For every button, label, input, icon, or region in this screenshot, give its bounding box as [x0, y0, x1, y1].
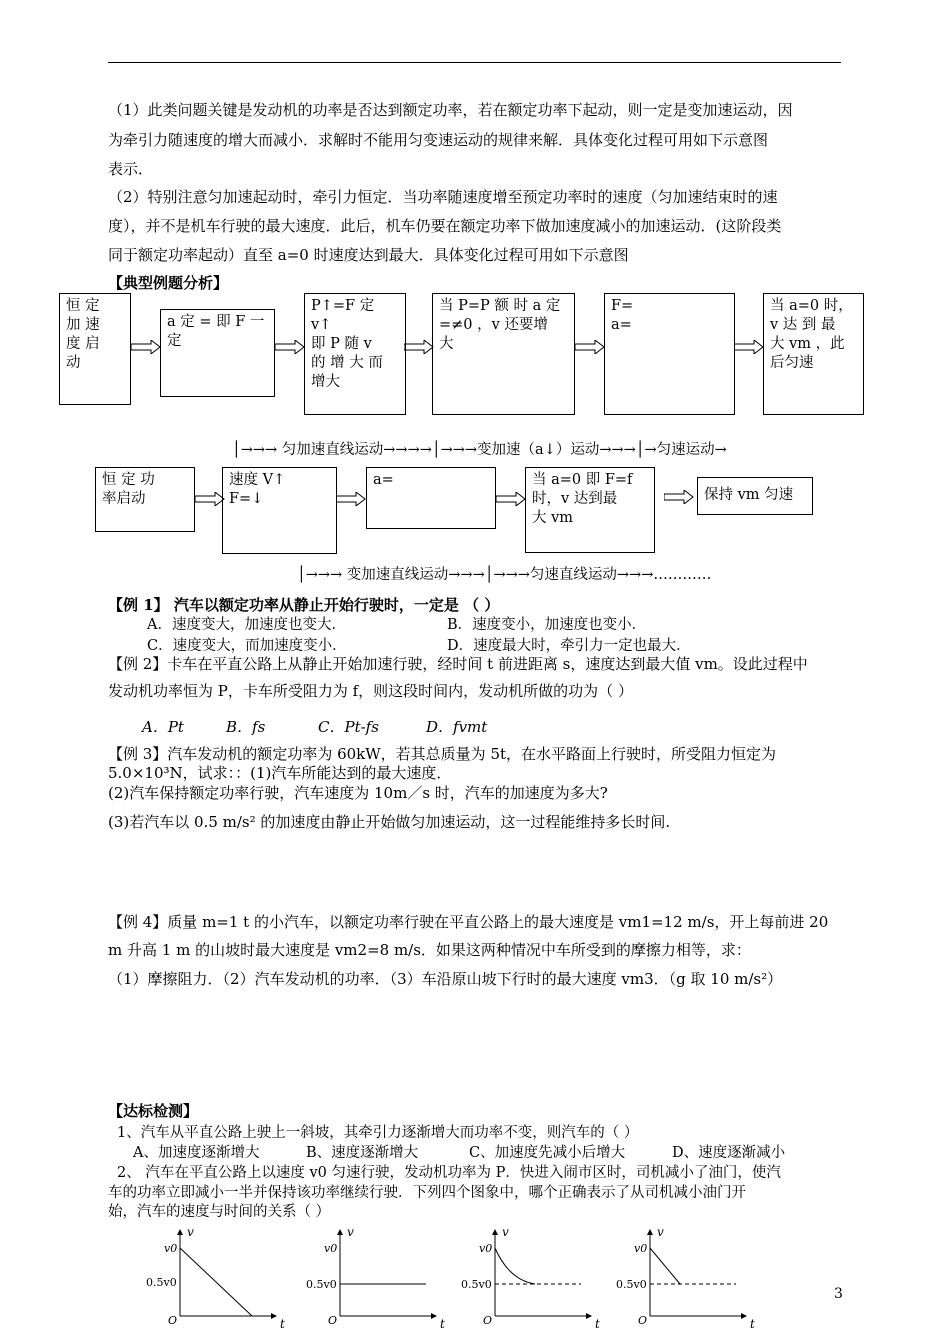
intro-p1-line1: （1）此类问题关键是发动机的功率是否达到额定功率，若在额定功率下起动，则一定是变加速运动，因	[108, 101, 793, 119]
question1-option-a: A、加速度逐渐增大	[133, 1145, 260, 1161]
graph-a-origin-label: O	[168, 1314, 178, 1327]
graph-a-half-label: 0.5v0	[146, 1276, 177, 1289]
example1-option-c: C．速度变大，而加速度变小．	[147, 638, 347, 654]
section-title-examples: 【典型例题分析】	[108, 274, 229, 292]
section-title-check: 【达标检测】	[108, 1102, 199, 1120]
flow2-box-speed-increase: 速度 V↑ F=↓	[222, 467, 337, 554]
question1-option-d: D、速度逐渐减小	[672, 1145, 786, 1161]
flow1-arrow-5	[734, 340, 764, 354]
graph-b-half-label: 0.5v0	[306, 1278, 337, 1291]
header-rule	[108, 62, 841, 63]
intro-p1-line3: 表示．	[108, 160, 154, 178]
example4-line2: m 升高 1 m 的山坡时最大速度是 vm2=8 m/s．如果这两种情况中车所受到的摩擦力相等，求：	[108, 941, 751, 959]
graph-d-v-label: v	[657, 1226, 664, 1239]
question1-option-b: B、速度逐渐增大	[306, 1145, 419, 1161]
example1-stem: 【例 1】 汽车以额定功率从静止开始行驶时，一定是 （ ）	[108, 596, 500, 614]
graph-c-half-label: 0.5v0	[461, 1278, 492, 1291]
flow2-box-accel: a=	[366, 467, 496, 529]
graph-a	[140, 1226, 290, 1338]
example1-option-b: B．速度变小，加速度也变小．	[447, 617, 647, 633]
flow1-box-max-speed: 当 a=0 时， v 达 到 最 大 vm ，此 后匀速	[763, 293, 864, 415]
question1-option-c: C、加速度先减小后增大	[469, 1145, 626, 1161]
flow2-arrow-3	[496, 492, 526, 506]
flow1-arrow-4	[575, 340, 605, 354]
flow1-box-rated-power: 当 P=P 额 时 a 定 =≠0 ，v 还要增 大	[432, 293, 575, 415]
example3-line1: 【例 3】汽车发动机的额定功率为 60kW，若其总质量为 5t，在水平路面上行驶时，所受阻力恒定为	[108, 745, 777, 763]
flow1-arrow-1	[131, 340, 161, 354]
example4-line1: 【例 4】质量 m=1 t 的小汽车，以额定功率行驶在平直公路上的最大速度是 vm1=12 m/s，开上每前进 20	[108, 913, 829, 931]
graph-a-v0-label: v0	[164, 1242, 178, 1255]
flow2-box-constant-power-start: 恒 定 功 率启动	[95, 467, 195, 532]
example4-line3: （1）摩擦阻力．（2）汽车发动机的功率．（3）车沿原山坡下行时的最大速度 vm3．（g 取 10 m/s²）	[108, 970, 783, 988]
graph-d	[610, 1226, 760, 1338]
question2-line3: 始，汽车的速度与时间的关系（ ）	[108, 1204, 331, 1220]
graph-a-t-label: t	[280, 1317, 285, 1331]
flow2-arrow-2	[336, 492, 366, 506]
graph-d-half-label: 0.5v0	[616, 1278, 647, 1291]
flow2-stage-line: │→→→ 变加速直线运动→→→│→→→匀速直线运动→→→…………	[297, 567, 712, 583]
question2-line2: 车的功率立即减小一半并保持该功率继续行驶．下列四个图象中，哪个正确表示了从司机减小油门开	[108, 1185, 746, 1201]
flow2-arrow-1	[195, 492, 225, 506]
intro-p2-line3: 同于额定功率起动）直至 a=0 时速度达到最大．具体变化过程可用如下示意图	[108, 246, 629, 264]
graph-c-t-label: t	[595, 1317, 600, 1331]
flow2-box-keep-vm: 保持 vm 匀速	[697, 477, 813, 515]
graph-b-t-label: t	[440, 1317, 445, 1331]
example2-option-a: A．Pt	[142, 718, 184, 736]
page-number: 3	[834, 1286, 843, 1302]
flow1-box-force-accel: F= a=	[604, 293, 735, 415]
graph-d-v0-label: v0	[634, 1242, 648, 1255]
graph-c-v-label: v	[502, 1226, 509, 1239]
flow2-box-max-speed: 当 a=0 即 F=f 时，v 达到最 大 vm	[525, 467, 655, 553]
example2-option-b: B．fs	[226, 718, 266, 736]
flow1-box-constant-accel-start: 恒 定 加 速 度 启 动	[59, 293, 131, 405]
flow1-stage-line: │→→→ 匀加速直线运动→→→→│→→→变加速（a↓）运动→→→│→匀速运动→	[232, 442, 727, 458]
graph-a-v-label: v	[187, 1226, 194, 1239]
example1-option-d: D．速度最大时，牵引力一定也最大．	[447, 638, 691, 654]
graph-c-origin-label: O	[483, 1314, 493, 1327]
graph-b-v0-label: v0	[324, 1242, 338, 1255]
question1-stem: 1、汽车从平直公路上驶上一斜坡，其牵引力逐渐增大而功率不变，则汽车的（ ）	[117, 1125, 639, 1141]
graph-b	[300, 1226, 450, 1338]
graph-b-origin-label: O	[328, 1314, 338, 1327]
flow1-arrow-3	[404, 340, 434, 354]
example2-option-d: D．fvmt	[426, 718, 488, 736]
flow1-arrow-2	[275, 340, 305, 354]
graph-c-v0-label: v0	[479, 1242, 493, 1255]
flow2-arrow-4	[664, 490, 694, 504]
graph-d-t-label: t	[750, 1317, 755, 1331]
example1-option-a: A．速度变大，加速度也变大．	[147, 617, 346, 633]
flow1-box-power-increase: P↑=F 定 v↑ 即 P 随 v 的 增 大 而 增大	[304, 293, 406, 415]
intro-p2-line2: 度），并不是机车行驶的最大速度．此后，机车仍要在额定功率下做加速度减小的加速运动．(这阶段类	[108, 217, 782, 235]
intro-p2-line1: （2）特别注意匀加速起动时，牵引力恒定．当功率随速度增至预定功率时的速度（匀加速结束时的速	[108, 188, 778, 206]
example2-line1: 【例 2】卡车在平直公路上从静止开始加速行驶，经时间 t 前进距离 s，速度达到最大值 vm。设此过程中	[108, 655, 808, 673]
example3-line3: (2)汽车保持额定功率行驶，汽车速度为 10m／s 时，汽车的加速度为多大?	[108, 784, 608, 802]
graph-d-origin-label: O	[638, 1314, 648, 1327]
example3-line2: 5.0×10³N，试求：：(1)汽车所能达到的最大速度．	[108, 764, 452, 782]
graph-b-v-label: v	[347, 1226, 354, 1239]
intro-p1-line2: 为牵引力随速度的增大而减小．求解时不能用匀变速运动的规律来解．具体变化过程可用如下示意图	[108, 131, 769, 149]
example3-line4: (3)若汽车以 0.5 m/s² 的加速度由静止开始做匀加速运动，这一过程能维持多长时间.	[108, 813, 671, 831]
question2-line1: 2、 汽车在平直公路上以速度 v0 匀速行驶，发动机功率为 P．快进入闹市区时，司机减小了油门，使汽	[117, 1165, 781, 1181]
flow1-box-a-constant: a 定 = 即 F 一 定	[160, 309, 275, 397]
graph-c	[455, 1226, 605, 1338]
example2-line2: 发动机功率恒为 P，卡车所受阻力为 f，则这段时间内，发动机所做的功为（ ）	[108, 682, 633, 700]
example2-option-c: C．Pt-fs	[318, 718, 379, 736]
